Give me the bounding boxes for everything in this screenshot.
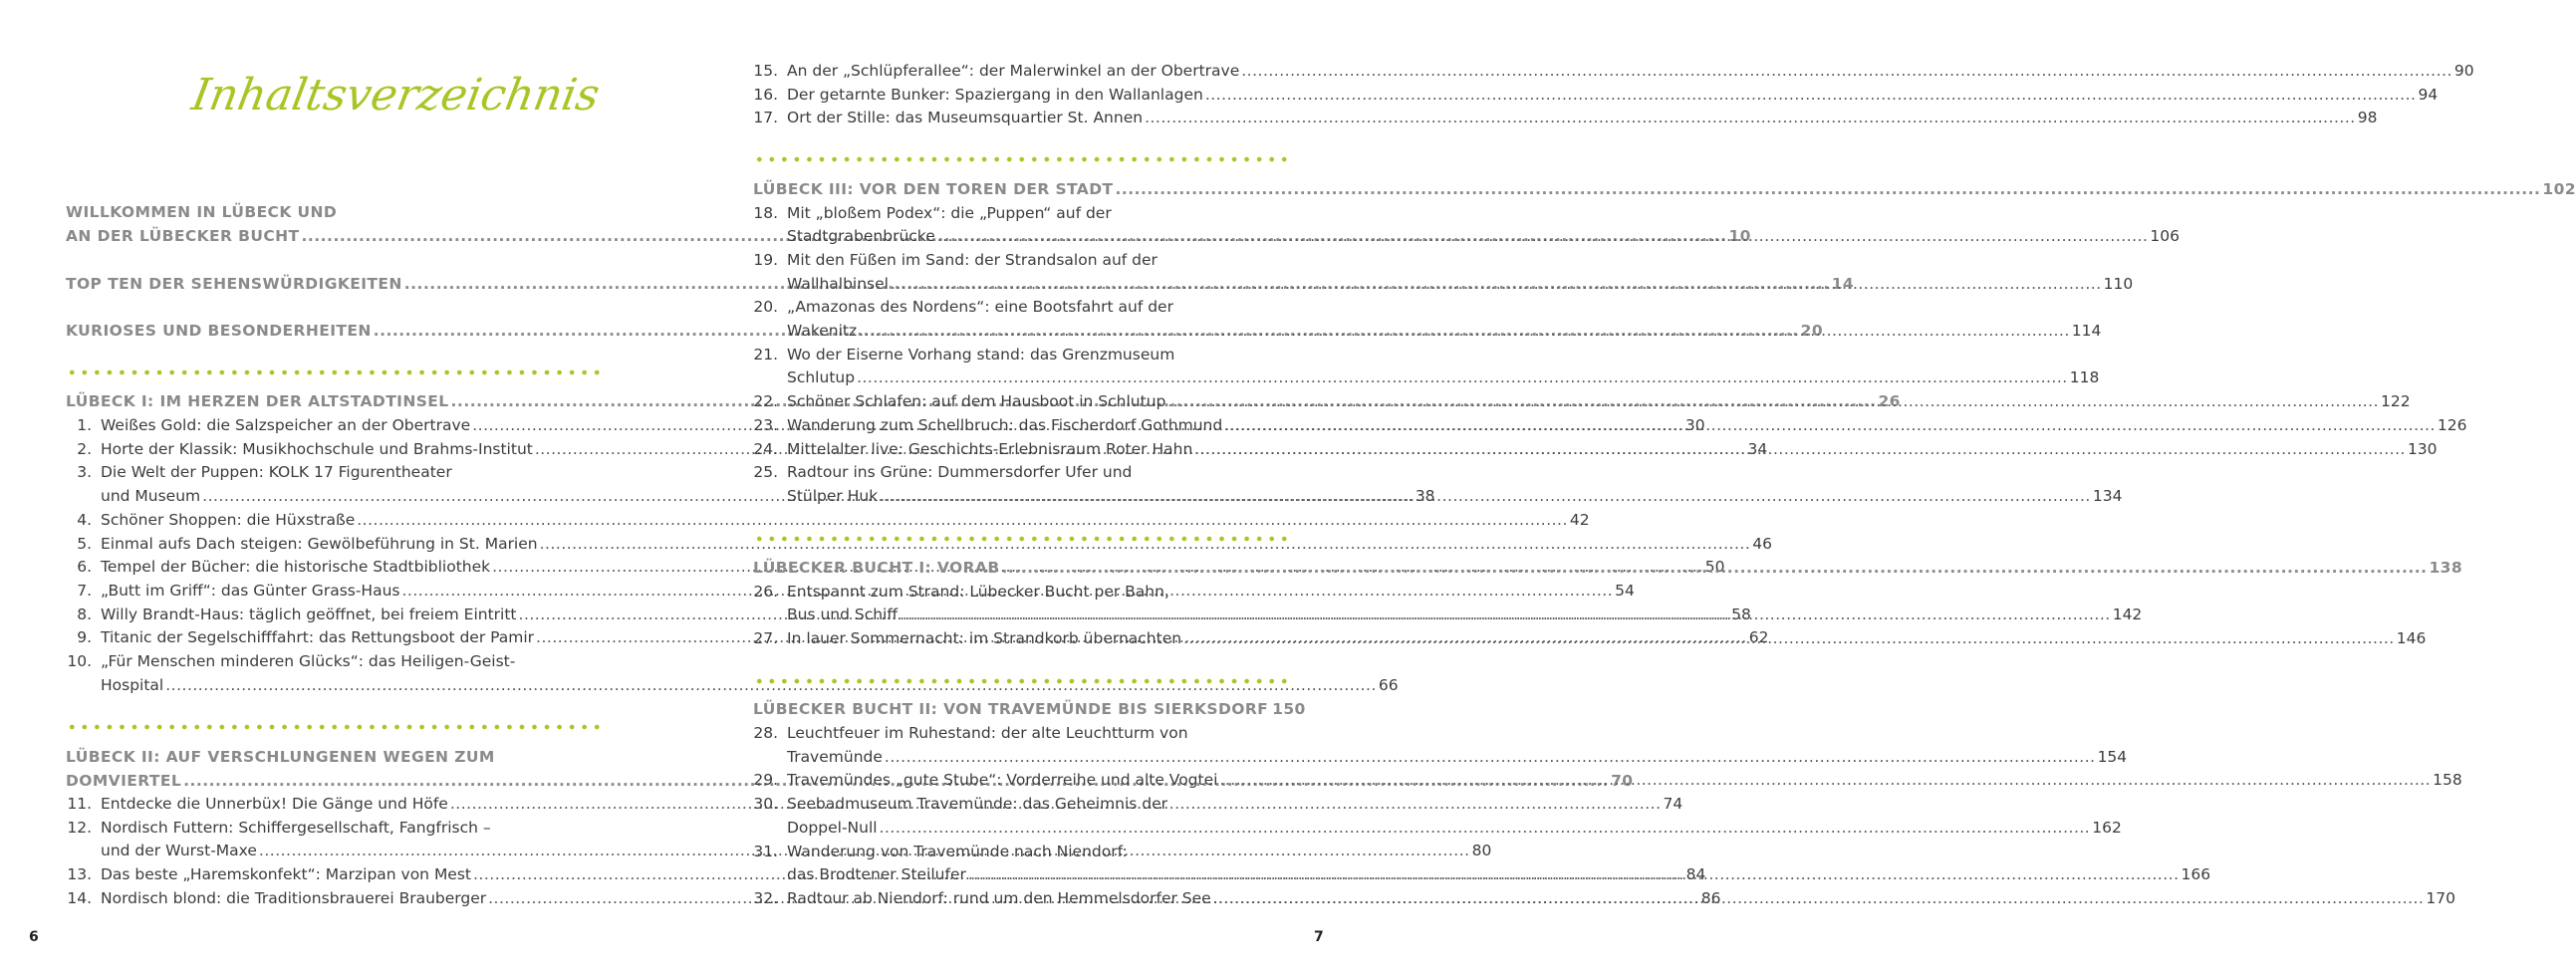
section-heading[interactable] — [753, 177, 2576, 201]
toc-entry-line[interactable] — [753, 343, 1288, 366]
entry-number: 26. — [753, 582, 778, 601]
entry-title: Ort der Stille: das Museumsquartier St. Annen — [787, 109, 1144, 127]
toc-entry-line[interactable] — [753, 106, 2378, 129]
entry-number: 14. — [67, 888, 92, 907]
entry-page-number: 162 — [2092, 818, 2122, 837]
entry-title: Mittelalter live: Geschichts-Erlebnisraum Roter Hahn — [787, 439, 1193, 458]
entry-number: 5. — [77, 534, 92, 553]
entry-number: 17. — [753, 109, 778, 127]
entry-page-number: 110 — [2103, 274, 2134, 293]
entry-title: „Butt im Griff“: das Günter Grass-Haus — [101, 581, 400, 600]
entry-number: 10. — [67, 652, 92, 670]
entry-page-number: 46 — [1752, 534, 1772, 553]
entry-page-number: 66 — [1378, 675, 1399, 694]
entry-page-number: 138 — [2429, 559, 2463, 577]
section-divider-dots — [753, 536, 1288, 542]
entry-title: Doppel-Null — [787, 818, 878, 837]
entry-page-number: 142 — [2112, 606, 2143, 624]
entry-title: Die Welt der Puppen: KOLK 17 Figurentheater — [101, 463, 452, 482]
section-divider-dots — [753, 678, 1288, 684]
entry-page-number: 34 — [1747, 439, 1768, 458]
entry-page-number: 106 — [2150, 227, 2181, 246]
toc-entry-line[interactable] — [753, 224, 2181, 248]
dot-leader — [880, 484, 2091, 508]
dot-leader — [937, 224, 2149, 248]
dot-leader — [859, 319, 2070, 343]
entry-page-number: 84 — [1685, 865, 1706, 884]
entry-page-number: 62 — [1748, 628, 1769, 647]
entry-number: 31. — [753, 842, 778, 860]
section-heading[interactable] — [66, 745, 600, 769]
section-divider-dots — [753, 156, 1288, 162]
toc-entry-line[interactable] — [753, 201, 1288, 225]
entry-number: 12. — [67, 818, 92, 837]
entry-title: Schlutup — [787, 368, 856, 387]
entry-title: KURIOSES UND BESONDERHEITEN — [66, 322, 372, 340]
entry-title: Der getarnte Bunker: Spaziergang in den Wallanlagen — [787, 85, 1203, 104]
toc-entry-line[interactable] — [66, 460, 600, 484]
entry-title: Leuchtfeuer im Ruhestand: der alte Leuchtturm von — [787, 724, 1188, 742]
svg-text:Inhaltsverzeichnis: Inhaltsverzeichnis — [187, 70, 604, 121]
entry-title: Bus und Schiff — [787, 606, 899, 624]
entry-page-number: 20 — [1800, 322, 1824, 340]
entry-title: Hospital — [101, 675, 164, 694]
toc-entry-line[interactable] — [753, 792, 1288, 816]
entry-page-number: 94 — [2418, 85, 2439, 104]
dot-leader — [1205, 83, 2417, 107]
dot-leader — [357, 508, 1568, 532]
entry-title: Wallhalbinsel — [787, 274, 889, 293]
entry-page-number: 122 — [2381, 392, 2411, 411]
entry-page-number: 90 — [2453, 62, 2474, 80]
entry-number: 16. — [753, 85, 778, 104]
entry-title: Nordisch blond: die Traditionsbrauerei Brauberger — [101, 888, 487, 907]
toc-entry-line[interactable] — [753, 721, 1288, 745]
dot-leader — [1167, 389, 2379, 413]
entry-page-number: 170 — [2426, 888, 2455, 907]
entry-page-number: 58 — [1731, 605, 1751, 623]
entry-page-number: 134 — [2092, 486, 2123, 505]
entry-title: Radtour ins Grüne: Dummersdorfer Ufer und — [787, 463, 1133, 482]
dot-leader — [1145, 106, 2356, 129]
entry-title: Stülper Huk — [787, 486, 879, 505]
entry-title: Einmal aufs Dach steigen: Gewölbeführung in St. Marien — [101, 534, 538, 553]
entry-title: Schöner Shoppen: die Hüxstraße — [101, 510, 356, 529]
toc-entry-line[interactable] — [66, 649, 600, 673]
entry-number: 30. — [753, 795, 778, 814]
entry-title: Das beste „Haremskonfekt“: Marzipan von Mest — [101, 865, 471, 884]
entry-page-number: 26 — [1878, 392, 1901, 410]
entry-page-number: 126 — [2437, 415, 2467, 434]
entry-title: Horte der Klassik: Musikhochschule und Brahms-Institut — [101, 439, 533, 458]
entry-page-number: 130 — [2407, 439, 2438, 458]
entry-title: Tempel der Bücher: die historische Stadtbibliothek — [101, 558, 491, 577]
entry-page-number: 54 — [1615, 581, 1635, 600]
toc-entry-line[interactable] — [753, 745, 2128, 769]
dot-leader — [891, 272, 2102, 296]
entry-title: Mit den Füßen im Sand: der Strandsalon auf der — [787, 250, 1158, 269]
entry-number: 19. — [753, 250, 778, 269]
dot-leader — [968, 862, 2180, 886]
entry-title: An der „Schlüpferallee“: der Malerwinkel an der Obertrave — [787, 62, 1240, 80]
toc-title — [187, 58, 604, 132]
toc-entry-line[interactable] — [66, 816, 600, 840]
entry-page-number: 42 — [1569, 510, 1590, 529]
entry-page-number: 38 — [1415, 487, 1435, 506]
entry-title: Wanderung von Travemünde nach Niendorf: — [787, 842, 1128, 860]
dot-leader — [880, 816, 2091, 840]
entry-title: LÜBECK I: IM HERZEN DER ALTSTADTINSEL — [66, 392, 449, 410]
entry-title: LÜBECK III: VOR DEN TOREN DER STADT — [753, 180, 1114, 198]
entry-title: Schöner Schlafen: auf dem Hausboot in Schlutup — [787, 392, 1166, 411]
dot-leader — [1183, 626, 2395, 650]
entry-page-number: 98 — [2357, 109, 2378, 127]
entry-number: 8. — [77, 605, 92, 623]
entry-number: 29. — [753, 771, 778, 790]
toc-entry-line[interactable] — [753, 295, 1288, 319]
entry-number: 6. — [77, 558, 92, 577]
entry-title: und Museum — [101, 487, 201, 506]
entry-title: Stadtgrabenbrücke — [787, 227, 935, 246]
toc-entry-line[interactable] — [753, 816, 2122, 840]
toc-entry-line[interactable] — [753, 365, 2100, 389]
dot-leader — [1115, 177, 2540, 201]
entry-page-number: 146 — [2396, 628, 2427, 647]
entry-page-number: 150 — [1272, 700, 1306, 718]
entry-number: 25. — [753, 463, 778, 482]
entry-page-number: 14 — [1831, 275, 1855, 293]
toc-entry-line[interactable] — [66, 532, 1772, 556]
entry-title: AN DER LÜBECKER BUCHT — [66, 227, 300, 245]
toc-entry-line[interactable] — [753, 59, 2474, 83]
entry-number: 32. — [753, 888, 778, 907]
toc-entry-line[interactable] — [66, 673, 1399, 697]
toc-entry-line[interactable] — [753, 248, 1288, 272]
section-divider-dots — [66, 369, 600, 375]
entry-title: Titanic der Segelschifffahrt: das Rettungsboot der Pamir — [101, 628, 535, 647]
entry-number: 20. — [753, 298, 778, 317]
entry-title: „Für Menschen minderen Glücks“: das Heiligen-Geist- — [101, 652, 516, 670]
dot-leader — [857, 365, 2068, 389]
entry-title: Seebadmuseum Travemünde: das Geheimnis der — [787, 795, 1168, 814]
entry-title: Travemündes „gute Stube“: Vorderreihe und alte Vogtei — [787, 771, 1218, 790]
toc-entry-line[interactable] — [753, 460, 1288, 484]
entry-title: Wo der Eiserne Vorhang stand: das Grenzmuseum — [787, 345, 1175, 364]
toc-heading[interactable] — [66, 200, 600, 224]
entry-number: 28. — [753, 724, 778, 742]
entry-title: Willy Brandt-Haus: täglich geöffnet, bei freiem Eintritt — [101, 605, 517, 623]
entry-title: WILLKOMMEN IN LÜBECK UND — [66, 203, 338, 221]
entry-page-number: 70 — [1611, 771, 1634, 790]
section-divider-dots — [66, 724, 600, 730]
entry-number: 18. — [753, 203, 778, 222]
entry-title: Radtour ab Niendorf: rund um den Hemmelsdorfer See — [787, 888, 1211, 907]
dot-leader — [885, 745, 2096, 769]
entry-title: TOP TEN DER SEHENSWÜRDIGKEITEN — [66, 275, 402, 293]
entry-title: DOMVIERTEL — [66, 771, 182, 790]
entry-number: 21. — [753, 345, 778, 364]
entry-number: 22. — [753, 392, 778, 411]
entry-page-number: 80 — [1471, 842, 1492, 860]
entry-title: Travemünde — [787, 747, 883, 766]
entry-title: In lauer Sommernacht: im Strandkorb übernachten — [787, 628, 1182, 647]
dot-leader — [165, 673, 1377, 697]
toc-entry-line[interactable] — [753, 83, 2439, 107]
entry-page-number: 86 — [1700, 888, 1721, 907]
entry-title: Nordisch Futtern: Schiffergesellschaft, Fangfrisch – — [101, 818, 491, 837]
entry-page-number: 50 — [1704, 558, 1725, 577]
entry-title: Mit „bloßem Podex“: die „Puppen“ auf der — [787, 203, 1112, 222]
page-number-left: 6 — [29, 929, 39, 945]
dot-leader — [1002, 556, 2428, 580]
entry-page-number: 166 — [2181, 865, 2211, 884]
dot-leader — [1241, 59, 2452, 83]
entry-number: 24. — [753, 439, 778, 458]
entry-title: das Brodtener Steilufer — [787, 865, 966, 884]
entry-number: 15. — [753, 62, 778, 80]
entry-title: Wakenitz — [787, 322, 858, 340]
entry-number: 1. — [77, 416, 92, 434]
entry-title: LÜBECK II: AUF VERSCHLUNGENEN WEGEN ZUM — [66, 748, 495, 766]
dot-leader — [1213, 886, 2425, 910]
entry-number: 2. — [77, 439, 92, 458]
entry-page-number: 154 — [2097, 747, 2128, 766]
page-number-right: 7 — [1314, 929, 1324, 945]
entry-number: 4. — [77, 510, 92, 529]
dot-leader — [1224, 413, 2436, 437]
entry-title: Weißes Gold: die Salzspeicher an der Obertrave — [101, 416, 471, 434]
entry-title: und der Wurst-Maxe — [101, 842, 257, 860]
toc-entry-line[interactable] — [66, 508, 1590, 532]
entry-page-number: 118 — [2069, 368, 2100, 387]
entry-number: 27. — [753, 628, 778, 647]
entry-page-number: 114 — [2071, 322, 2102, 340]
entry-number: 13. — [67, 865, 92, 884]
entry-title: LÜBECKER BUCHT II: VON TRAVEMÜNDE BIS SIERKSDORF — [753, 700, 1269, 718]
entry-title: LÜBECKER BUCHT I: VORAB — [753, 559, 1000, 577]
entry-title: Entspannt zum Strand: Lübecker Bucht per Bahn, — [787, 582, 1169, 601]
entry-number: 23. — [753, 415, 778, 434]
entry-page-number: 74 — [1663, 795, 1683, 813]
entry-page-number: 102 — [2542, 180, 2576, 198]
entry-number: 11. — [67, 795, 92, 813]
toc-entry-line[interactable] — [753, 840, 1288, 863]
section-heading[interactable] — [753, 697, 1306, 721]
toc-entry-line[interactable] — [753, 580, 1288, 604]
dot-leader — [1194, 437, 2406, 461]
entry-number: 7. — [77, 581, 92, 600]
entry-page-number: 158 — [2433, 771, 2462, 790]
dot-leader — [900, 603, 2111, 626]
entry-page-number: 10 — [1728, 227, 1751, 245]
dot-leader — [1219, 768, 2431, 792]
entry-number: 3. — [77, 463, 92, 482]
entry-page-number: 30 — [1684, 416, 1705, 434]
entry-title: Wanderung zum Schellbruch: das Fischerdorf Gothmund — [787, 415, 1223, 434]
entry-number: 9. — [77, 628, 92, 647]
entry-title: „Amazonas des Nordens“: eine Bootsfahrt auf der — [787, 298, 1173, 317]
entry-title: Entdecke die Unnerbüx! Die Gänge und Höfe — [101, 795, 448, 813]
